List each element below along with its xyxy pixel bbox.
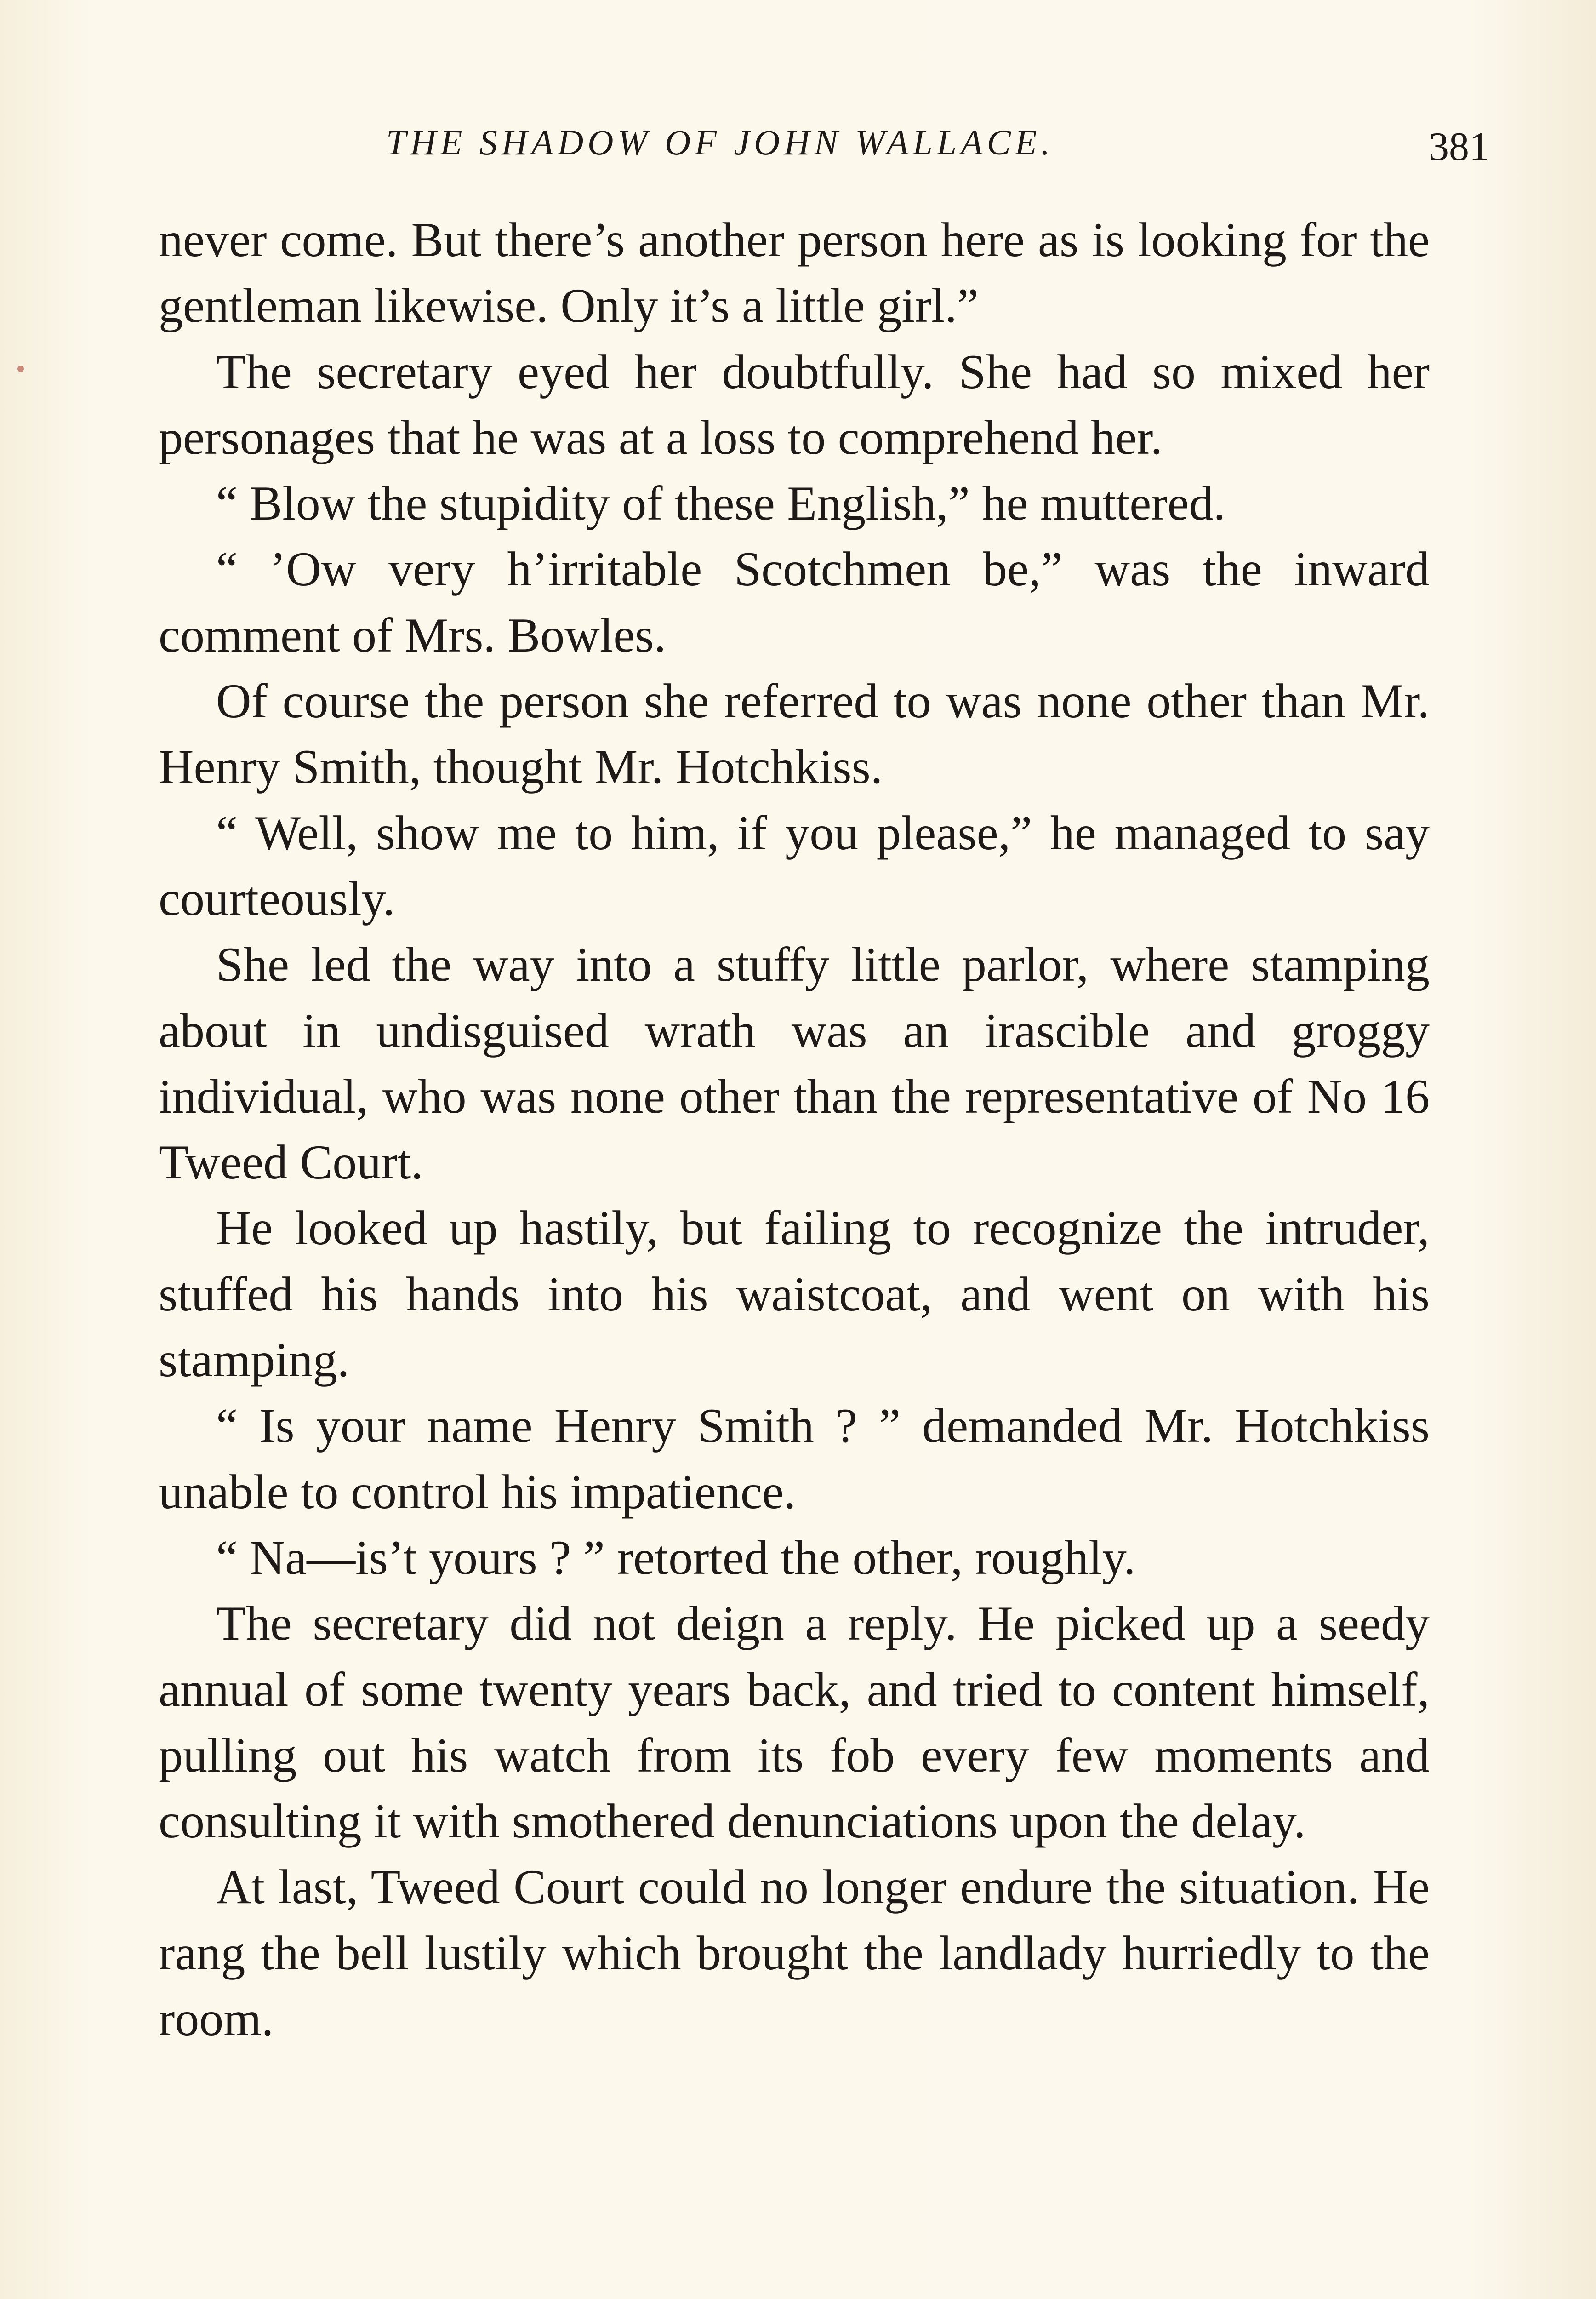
- paragraph: The secretary eyed her doubtfully. She had so mixed her personages that he was at a loss to comprehend her.: [159, 344, 1430, 464]
- paragraph: “ Is your name Henry Smith ? ” demanded Mr. Hotchkiss unable to control his impatience.: [159, 1399, 1430, 1519]
- ink-spot: [17, 366, 24, 372]
- running-title: THE SHADOW OF JOHN WALLACE.: [386, 122, 1054, 162]
- paragraph: He looked up hastily, but failing to recognize the intruder, stuffed his hands into his waistcoat, and went on with his stamping.: [159, 1201, 1430, 1387]
- paragraph: never come. But there’s another person here as is looking for the gentleman likewise. Only it’s a little girl.”: [159, 213, 1430, 333]
- paragraph: The secretary did not deign a reply. He picked up a seedy annual of some twenty years back, and tried to content himself, pulling out his watch from its fob every few moments and consulting it with smothered denunciations upon the delay.: [159, 1596, 1430, 1848]
- page-number: 381: [1429, 125, 1489, 169]
- paragraph: She led the way into a stuffy little parlor, where stamping about in undisguised wrath was an irascible and groggy individual, who was none other than the representative of No 16 Tweed Court.: [159, 938, 1430, 1190]
- running-header: [156, 117, 1517, 168]
- paragraph: Of course the person she referred to was none other than Mr. Henry Smith, thought Mr. Hotchkiss.: [159, 674, 1430, 794]
- paragraph: At last, Tweed Court could no longer endure the situation. He rang the bell lustily which brought the landlady hurriedly to the room.: [159, 1860, 1430, 2046]
- paragraph: “ Na—is’t yours ? ” retorted the other, roughly.: [216, 1530, 1136, 1584]
- paragraph: “ ’Ow very h’irritable Scotchmen be,” was the inward comment of Mrs. Bowles.: [159, 542, 1430, 662]
- body-text: [159, 207, 1430, 2052]
- paragraph: “ Blow the stupidity of these English,” he muttered.: [216, 476, 1226, 531]
- paragraph: “ Well, show me to him, if you please,” he managed to say courteously.: [159, 806, 1430, 926]
